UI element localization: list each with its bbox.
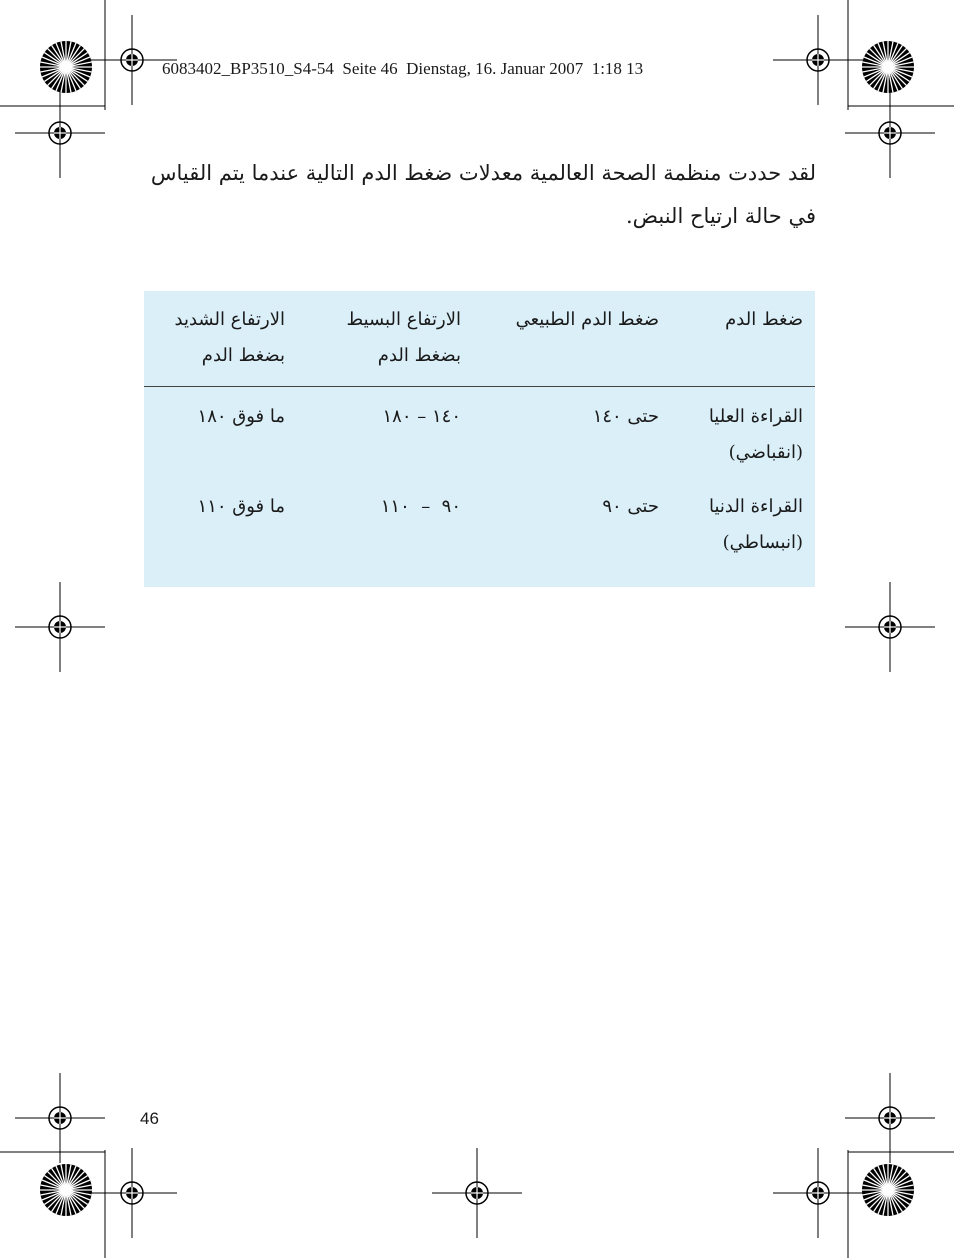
header-blood-pressure: ضغط الدم (725, 309, 803, 330)
registration-mark (773, 15, 863, 105)
cell-systolic-normal: حتى ١٤٠ (592, 406, 659, 427)
registration-mark (773, 1148, 863, 1238)
cell-diastolic-severe: ما فوق ١١٠ (197, 496, 285, 517)
starburst-target (40, 1164, 92, 1216)
registration-mark (432, 1148, 522, 1238)
header-normal: ضغط الدم الطبيعي (515, 309, 659, 330)
registration-mark (87, 1148, 177, 1238)
registration-mark (15, 582, 105, 672)
starburst-target (40, 41, 92, 93)
blood-pressure-table (144, 291, 815, 587)
row-label-diastolic: القراءة الدنيا (انبساطي) (709, 496, 803, 553)
registration-mark (845, 1073, 935, 1163)
registration-mark (15, 1073, 105, 1163)
header-mild-high: الارتفاع البسيط بضغط الدم (346, 309, 461, 366)
row-label-systolic: القراءة العليا (انقباضي) (708, 406, 803, 463)
starburst-target (862, 1164, 914, 1216)
registration-mark (845, 88, 935, 178)
cell-diastolic-mild: ٩٠ – ١١٠ (380, 496, 461, 517)
starburst-target (862, 41, 914, 93)
header-divider (144, 386, 815, 387)
intro-paragraph: لقد حددت منظمة الصحة العالمية معدلات ضغط الدم التالية عندما يتم القياس في حالة ارتياح النبض. (150, 161, 816, 228)
registration-mark (845, 582, 935, 672)
cell-systolic-mild: ١٤٠ – ١٨٠ (382, 406, 461, 427)
cell-systolic-severe: ما فوق ١٨٠ (197, 406, 285, 427)
header-severe-high: الارتفاع الشديد بضغط الدم (174, 309, 285, 366)
cell-diastolic-normal: حتى ٩٠ (602, 496, 659, 517)
registration-mark (15, 88, 105, 178)
print-slug: 6083402_BP3510_S4-54 Seite 46 Dienstag, 16. Januar 2007 1:18 13 (162, 59, 644, 78)
page-number: 46 (140, 1109, 159, 1128)
